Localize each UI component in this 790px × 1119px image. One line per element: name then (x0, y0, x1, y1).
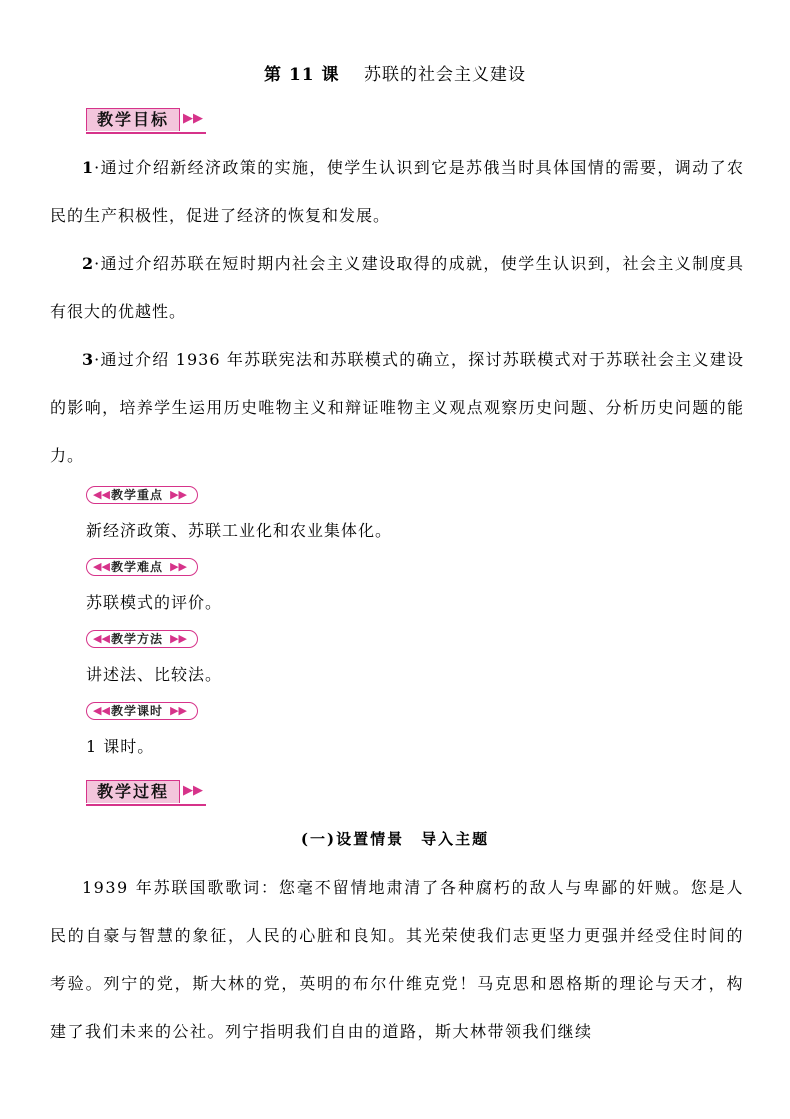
goal-number: 2 (82, 254, 95, 273)
pill-label: 教学课时 (111, 704, 164, 718)
chevron-right-icon: ▶▶ (183, 111, 203, 126)
chevron-right-icon: ▶▶ (170, 632, 187, 645)
chevron-left-icon: ◀◀ (93, 560, 110, 573)
pill-label: 教学方法 (111, 632, 164, 646)
goal-text: ·通过介绍 1936 年苏联宪法和苏联模式的确立，探讨苏联模式对于苏联社会主义建设的影响，培养学生运用历史唯物主义和辩证唯物主义观点观察历史问题、分析历史问题的能力。 (50, 350, 744, 465)
goal-number: 3 (82, 350, 95, 369)
chevron-left-icon: ◀◀ (93, 488, 110, 501)
pill-heading-key (86, 486, 198, 504)
goal-number: 1 (82, 158, 95, 177)
section-heading-goals (86, 108, 206, 134)
intro-paragraph: 1939 年苏联国歌歌词：您毫不留情地肃清了各种腐朽的敌人与卑鄙的奸贼。您是人民的自豪与智慧的象征，人民的心脏和良知。其光荣使我们志更坚力更强并经受住时间的考验。列宁的党，斯大林的党，英明的布尔什维克党！马克思和恩格斯的理论与天才，构建了我们未来的公社。列宁指明我们自由的道路，斯大林带领我们继续 (50, 878, 744, 1041)
pill-heading-method (86, 630, 198, 648)
subsection-heading: (一)设置情景 导入主题 (300, 830, 490, 848)
chevron-right-icon: ▶▶ (170, 560, 187, 573)
pill-heading-hours (86, 702, 198, 720)
section-label: 教学过程 (86, 780, 180, 803)
key-points: 新经济政策、苏联工业化和农业集体化。 (86, 521, 393, 540)
chevron-left-icon: ◀◀ (93, 704, 110, 717)
goal-paragraph-2 (50, 240, 744, 336)
chevron-left-icon: ◀◀ (93, 632, 110, 645)
lesson-number: 第 11 课 (264, 65, 340, 85)
teaching-method: 讲述法、比较法。 (86, 665, 223, 684)
section-heading-process (86, 780, 206, 806)
chevron-right-icon: ▶▶ (170, 704, 187, 717)
chevron-right-icon: ▶▶ (170, 488, 187, 501)
goal-text: ·通过介绍新经济政策的实施，使学生认识到它是苏俄当时具体国情的需要，调动了农民的生产积极性，促进了经济的恢复和发展。 (50, 158, 744, 225)
lesson-title: 苏联的社会主义建设 (363, 65, 526, 85)
goal-text: ·通过介绍苏联在短时期内社会主义建设取得的成就，使学生认识到，社会主义制度具有很大的优越性。 (50, 254, 744, 321)
goal-paragraph-3 (50, 336, 744, 480)
page-title (0, 60, 790, 85)
difficult-points: 苏联模式的评价。 (86, 593, 223, 612)
chevron-right-icon: ▶▶ (183, 783, 203, 798)
goal-paragraph-1 (50, 144, 744, 240)
section-label: 教学目标 (86, 108, 180, 131)
pill-label: 教学难点 (111, 560, 164, 574)
class-hours: 1 课时。 (86, 737, 155, 756)
pill-heading-difficult (86, 558, 198, 576)
pill-label: 教学重点 (111, 488, 164, 502)
